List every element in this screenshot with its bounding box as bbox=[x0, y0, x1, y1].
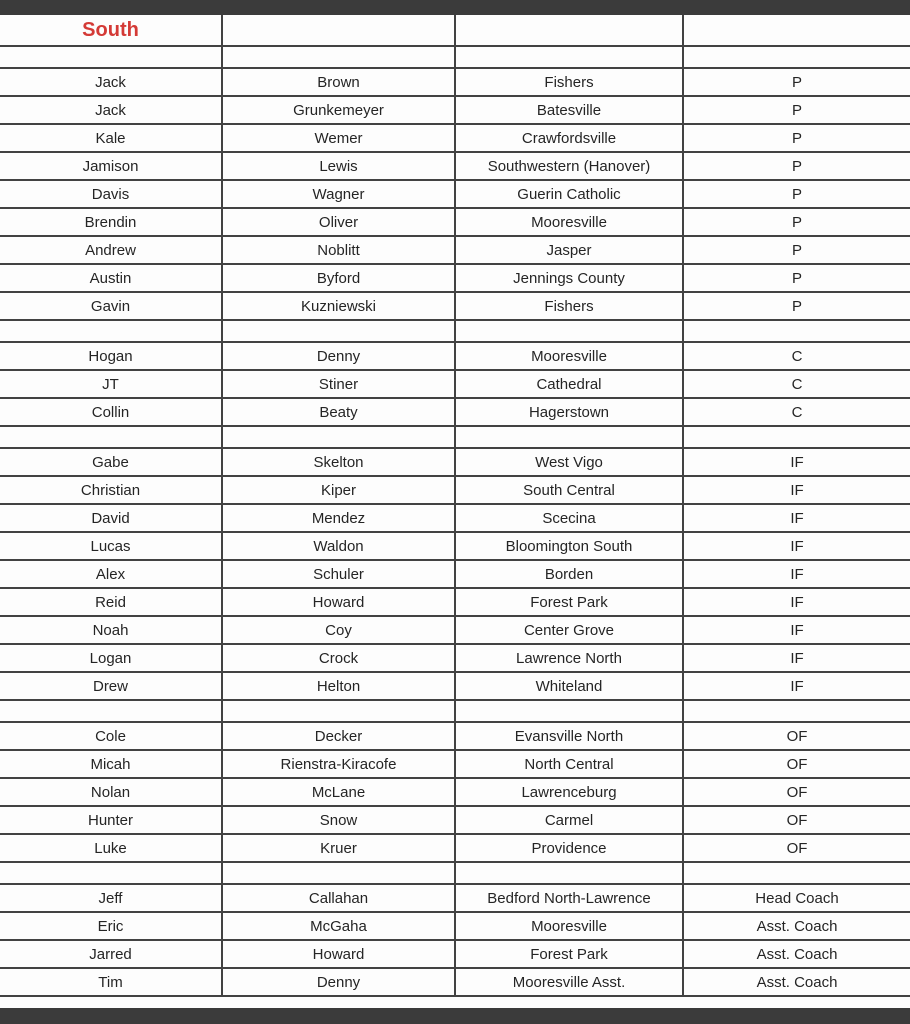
cell-last-name: Howard bbox=[222, 940, 455, 968]
cell-position: P bbox=[683, 68, 910, 96]
cell-position: P bbox=[683, 152, 910, 180]
cell-school: Mooresville Asst. bbox=[455, 968, 683, 996]
cell-last-name: McGaha bbox=[222, 912, 455, 940]
cell-position: C bbox=[683, 398, 910, 426]
cell-first-name: Jeff bbox=[0, 884, 222, 912]
table-row bbox=[0, 342, 910, 370]
top-letterbox-bar bbox=[0, 0, 910, 15]
cell-position: P bbox=[683, 96, 910, 124]
cell-school: Crawfordsville bbox=[455, 124, 683, 152]
cell-last-name: Brown bbox=[222, 68, 455, 96]
cell-position: OF bbox=[683, 750, 910, 778]
table-row bbox=[0, 124, 910, 152]
table-row bbox=[0, 96, 910, 124]
cell-first-name: Christian bbox=[0, 476, 222, 504]
cell-first-name: Gabe bbox=[0, 448, 222, 476]
cell-school: Guerin Catholic bbox=[455, 180, 683, 208]
cell-first-name: Eric bbox=[0, 912, 222, 940]
cell-school bbox=[455, 700, 683, 722]
cell-first-name: Collin bbox=[0, 398, 222, 426]
cell-first-name: Jamison bbox=[0, 152, 222, 180]
cell-position bbox=[683, 700, 910, 722]
cell-first-name bbox=[0, 862, 222, 884]
cell-first-name: Hunter bbox=[0, 806, 222, 834]
cell-first-name: Austin bbox=[0, 264, 222, 292]
table-row bbox=[0, 264, 910, 292]
cell-position bbox=[683, 320, 910, 342]
spacer-row bbox=[0, 46, 910, 68]
table-row bbox=[0, 940, 910, 968]
cell-school: Jasper bbox=[455, 236, 683, 264]
cell-first-name: Drew bbox=[0, 672, 222, 700]
table-row bbox=[0, 616, 910, 644]
table-row bbox=[0, 476, 910, 504]
cell-school: Fishers bbox=[455, 292, 683, 320]
cell-position: Asst. Coach bbox=[683, 968, 910, 996]
cell-position: P bbox=[683, 236, 910, 264]
roster-table-body bbox=[0, 15, 910, 996]
cell-first-name: Tim bbox=[0, 968, 222, 996]
cell-first-name bbox=[0, 320, 222, 342]
cell-last-name: Helton bbox=[222, 672, 455, 700]
cell-position: OF bbox=[683, 722, 910, 750]
cell-school: Southwestern (Hanover) bbox=[455, 152, 683, 180]
cell-last-name: Skelton bbox=[222, 448, 455, 476]
table-row bbox=[0, 806, 910, 834]
cell-first-name bbox=[0, 700, 222, 722]
cell-last-name: Rienstra-Kiracofe bbox=[222, 750, 455, 778]
cell-position: IF bbox=[683, 588, 910, 616]
cell-school: Mooresville bbox=[455, 912, 683, 940]
cell-last-name: Oliver bbox=[222, 208, 455, 236]
cell-position: IF bbox=[683, 616, 910, 644]
spacer-row bbox=[0, 426, 910, 448]
table-row bbox=[0, 68, 910, 96]
cell-last-name: Kruer bbox=[222, 834, 455, 862]
table-row bbox=[0, 968, 910, 996]
cell-first-name: Lucas bbox=[0, 532, 222, 560]
cell-first-name: Logan bbox=[0, 644, 222, 672]
cell-position: IF bbox=[683, 672, 910, 700]
cell-school: Forest Park bbox=[455, 940, 683, 968]
cell-school: Lawrence North bbox=[455, 644, 683, 672]
table-row bbox=[0, 672, 910, 700]
table-row bbox=[0, 912, 910, 940]
cell-school: Batesville bbox=[455, 96, 683, 124]
cell-position: OF bbox=[683, 806, 910, 834]
table-row bbox=[0, 532, 910, 560]
cell-position: IF bbox=[683, 476, 910, 504]
cell-first-name bbox=[0, 426, 222, 448]
cell-last-name: Denny bbox=[222, 342, 455, 370]
cell-school: North Central bbox=[455, 750, 683, 778]
cell-position: IF bbox=[683, 644, 910, 672]
cell-first-name: Micah bbox=[0, 750, 222, 778]
cell-position bbox=[683, 426, 910, 448]
cell-position: P bbox=[683, 180, 910, 208]
cell-first-name: Alex bbox=[0, 560, 222, 588]
cell-school bbox=[455, 15, 683, 46]
cell-school: Lawrenceburg bbox=[455, 778, 683, 806]
cell-first-name: Jack bbox=[0, 68, 222, 96]
cell-last-name: Waldon bbox=[222, 532, 455, 560]
cell-school: Mooresville bbox=[455, 342, 683, 370]
cell-last-name: Beaty bbox=[222, 398, 455, 426]
cell-first-name: Nolan bbox=[0, 778, 222, 806]
cell-school bbox=[455, 862, 683, 884]
cell-first-name: Hogan bbox=[0, 342, 222, 370]
cell-school: Whiteland bbox=[455, 672, 683, 700]
table-row bbox=[0, 504, 910, 532]
cell-first-name: Noah bbox=[0, 616, 222, 644]
cell-first-name: Kale bbox=[0, 124, 222, 152]
cell-school: Scecina bbox=[455, 504, 683, 532]
cell-last-name bbox=[222, 320, 455, 342]
cell-first-name: Jarred bbox=[0, 940, 222, 968]
bottom-letterbox-bar bbox=[0, 1008, 910, 1024]
section-title: South bbox=[0, 15, 222, 46]
cell-position: P bbox=[683, 208, 910, 236]
cell-last-name: Decker bbox=[222, 722, 455, 750]
cell-last-name bbox=[222, 46, 455, 68]
cell-school: Evansville North bbox=[455, 722, 683, 750]
table-row bbox=[0, 560, 910, 588]
cell-first-name: Gavin bbox=[0, 292, 222, 320]
cell-position bbox=[683, 862, 910, 884]
header-row bbox=[0, 15, 910, 46]
cell-first-name: Brendin bbox=[0, 208, 222, 236]
cell-position: IF bbox=[683, 560, 910, 588]
cell-last-name: Mendez bbox=[222, 504, 455, 532]
cell-last-name: Stiner bbox=[222, 370, 455, 398]
cell-school bbox=[455, 426, 683, 448]
cell-position: P bbox=[683, 264, 910, 292]
cell-first-name: Luke bbox=[0, 834, 222, 862]
table-row bbox=[0, 292, 910, 320]
cell-position: IF bbox=[683, 504, 910, 532]
table-row bbox=[0, 398, 910, 426]
cell-school: Jennings County bbox=[455, 264, 683, 292]
table-row bbox=[0, 884, 910, 912]
cell-school bbox=[455, 46, 683, 68]
cell-position: IF bbox=[683, 532, 910, 560]
cell-school: Providence bbox=[455, 834, 683, 862]
cell-school: Hagerstown bbox=[455, 398, 683, 426]
cell-last-name: Schuler bbox=[222, 560, 455, 588]
table-row bbox=[0, 834, 910, 862]
cell-last-name bbox=[222, 700, 455, 722]
cell-first-name: Davis bbox=[0, 180, 222, 208]
spacer-row bbox=[0, 700, 910, 722]
table-row bbox=[0, 588, 910, 616]
cell-last-name: Crock bbox=[222, 644, 455, 672]
cell-position: C bbox=[683, 370, 910, 398]
cell-last-name: Noblitt bbox=[222, 236, 455, 264]
cell-school: Cathedral bbox=[455, 370, 683, 398]
cell-last-name: Howard bbox=[222, 588, 455, 616]
cell-last-name: Byford bbox=[222, 264, 455, 292]
cell-first-name: Andrew bbox=[0, 236, 222, 264]
cell-school: Bloomington South bbox=[455, 532, 683, 560]
cell-position: Asst. Coach bbox=[683, 912, 910, 940]
cell-first-name: Jack bbox=[0, 96, 222, 124]
table-row bbox=[0, 448, 910, 476]
cell-last-name bbox=[222, 426, 455, 448]
cell-school: Borden bbox=[455, 560, 683, 588]
cell-first-name: David bbox=[0, 504, 222, 532]
cell-school: West Vigo bbox=[455, 448, 683, 476]
table-row bbox=[0, 180, 910, 208]
table-row bbox=[0, 722, 910, 750]
cell-school: Center Grove bbox=[455, 616, 683, 644]
table-row bbox=[0, 778, 910, 806]
cell-last-name: Grunkemeyer bbox=[222, 96, 455, 124]
cell-last-name: Lewis bbox=[222, 152, 455, 180]
cell-position bbox=[683, 15, 910, 46]
cell-school: Bedford North-Lawrence bbox=[455, 884, 683, 912]
cell-school: Fishers bbox=[455, 68, 683, 96]
cell-school bbox=[455, 320, 683, 342]
cell-last-name: Wagner bbox=[222, 180, 455, 208]
cell-position: P bbox=[683, 292, 910, 320]
table-row bbox=[0, 208, 910, 236]
cell-first-name bbox=[0, 46, 222, 68]
cell-last-name: Kuzniewski bbox=[222, 292, 455, 320]
cell-last-name: Coy bbox=[222, 616, 455, 644]
cell-last-name: Denny bbox=[222, 968, 455, 996]
cell-school: Mooresville bbox=[455, 208, 683, 236]
table-row bbox=[0, 236, 910, 264]
cell-first-name: JT bbox=[0, 370, 222, 398]
cell-school: Carmel bbox=[455, 806, 683, 834]
cell-last-name: Kiper bbox=[222, 476, 455, 504]
cell-position: OF bbox=[683, 778, 910, 806]
cell-position: IF bbox=[683, 448, 910, 476]
spacer-row bbox=[0, 862, 910, 884]
cell-last-name: Snow bbox=[222, 806, 455, 834]
table-row bbox=[0, 152, 910, 180]
cell-school: Forest Park bbox=[455, 588, 683, 616]
spacer-row bbox=[0, 320, 910, 342]
cell-last-name: Callahan bbox=[222, 884, 455, 912]
cell-position: C bbox=[683, 342, 910, 370]
cell-position: Asst. Coach bbox=[683, 940, 910, 968]
table-row bbox=[0, 370, 910, 398]
cell-first-name: Reid bbox=[0, 588, 222, 616]
cell-position: P bbox=[683, 124, 910, 152]
cell-school: South Central bbox=[455, 476, 683, 504]
cell-first-name: Cole bbox=[0, 722, 222, 750]
table-row bbox=[0, 750, 910, 778]
cell-position: Head Coach bbox=[683, 884, 910, 912]
table-row bbox=[0, 644, 910, 672]
roster-table bbox=[0, 15, 910, 997]
cell-position bbox=[683, 46, 910, 68]
cell-last-name: Wemer bbox=[222, 124, 455, 152]
cell-position: OF bbox=[683, 834, 910, 862]
cell-last-name bbox=[222, 862, 455, 884]
cell-last-name bbox=[222, 15, 455, 46]
cell-last-name: McLane bbox=[222, 778, 455, 806]
